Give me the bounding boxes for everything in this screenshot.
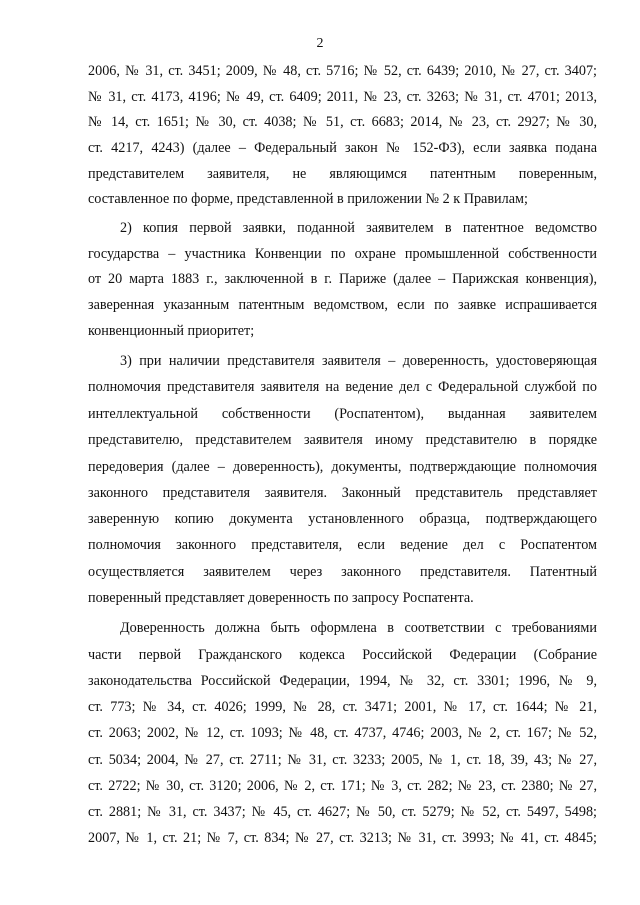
text-line: законодательства Российской Федерации, 1994, № 32, ст. 3301; 1996, № 9, xyxy=(88,673,597,689)
text-line: ст. 5034; 2004, № 27, ст. 2711; № 31, ст. 3233; 2005, № 1, ст. 18, 39, 43; № 27, xyxy=(88,752,597,768)
text-line: ст. 4217, 4243) (далее – Федеральный закон № 152-ФЗ), если заявка подана xyxy=(88,140,597,156)
text-line: ст. 2063; 2002, № 12, ст. 1093; № 48, ст. 4737, 4746; 2003, № 2, ст. 167; № 52, xyxy=(88,725,597,741)
text-line: 2006, № 31, ст. 3451; 2009, № 48, ст. 5716; № 52, ст. 6439; 2010, № 27, ст. 3407; xyxy=(88,63,597,79)
text-line: государства – участника Конвенции по охране промышленной собственности xyxy=(88,246,597,262)
text-line: № 14, ст. 1651; № 30, ст. 4038; № 51, ст. 6683; 2014, № 23, ст. 2927; № 30, xyxy=(88,114,597,130)
text-line: № 31, ст. 4173, 4196; № 49, ст. 6409; 2011, № 23, ст. 3263; № 31, ст. 4701; 2013, xyxy=(88,89,597,105)
text-line: представителем заявителя, не являющимся патентным поверенным, xyxy=(88,166,597,182)
paragraph-first-line: Доверенность должна быть оформлена в соответствии с требованиями xyxy=(120,620,597,636)
text-line: части первой Гражданского кодекса Российской Федерации (Собрание xyxy=(88,647,597,663)
paragraph-first-line: 3) при наличии представителя заявителя – доверенность, удостоверяющая xyxy=(120,353,597,369)
text-line: составленное по форме, представленной в приложении № 2 к Правилам; xyxy=(88,191,528,207)
text-line: представителю, представителем заявителя иному представителю в порядке xyxy=(88,432,597,448)
text-line: 2007, № 1, ст. 21; № 7, ст. 834; № 27, ст. 3213; № 31, ст. 3993; № 41, ст. 4845; xyxy=(88,830,597,846)
text-line: ст. 2722; № 30, ст. 3120; 2006, № 2, ст. 171; № 3, ст. 282; № 23, ст. 2380; № 27, xyxy=(88,778,597,794)
text-line: заверенную копию документа установленного образца, подтверждающего xyxy=(88,511,597,527)
text-line: конвенционный приоритет; xyxy=(88,323,255,339)
page-number: 2 xyxy=(316,36,324,51)
text-line: поверенный представляет доверенность по запросу Роспатента. xyxy=(88,590,474,606)
text-line: ст. 2881; № 31, ст. 3437; № 45, ст. 4627; № 50, ст. 5279; № 52, ст. 5497, 5498; xyxy=(88,804,597,820)
text-line: от 20 марта 1883 г., заключенной в г. Париже (далее – Парижская конвенция), xyxy=(88,271,597,287)
text-line: осуществляется заявителем через законного представителя. Патентный xyxy=(88,564,597,580)
text-line: полномочия представителя заявителя на ведение дел с Федеральной службой по xyxy=(88,379,597,395)
text-line: ст. 773; № 34, ст. 4026; 1999, № 28, ст. 3471; 2001, № 17, ст. 1644; № 21, xyxy=(88,699,597,715)
text-line: передоверия (далее – доверенность), документы, подтверждающие полномочия xyxy=(88,459,597,475)
text-line: заверенная указанным патентным ведомством, если по заявке испрашивается xyxy=(88,297,597,313)
text-line: полномочия законного представителя, если ведение дел с Роспатентом xyxy=(88,537,597,553)
text-line: законного представителя заявителя. Законный представитель представляет xyxy=(88,485,597,501)
paragraph-first-line: 2) копия первой заявки, поданной заявителем в патентное ведомство xyxy=(120,220,597,236)
text-line: интеллектуальной собственности (Роспатентом), выданная заявителем xyxy=(88,406,597,422)
